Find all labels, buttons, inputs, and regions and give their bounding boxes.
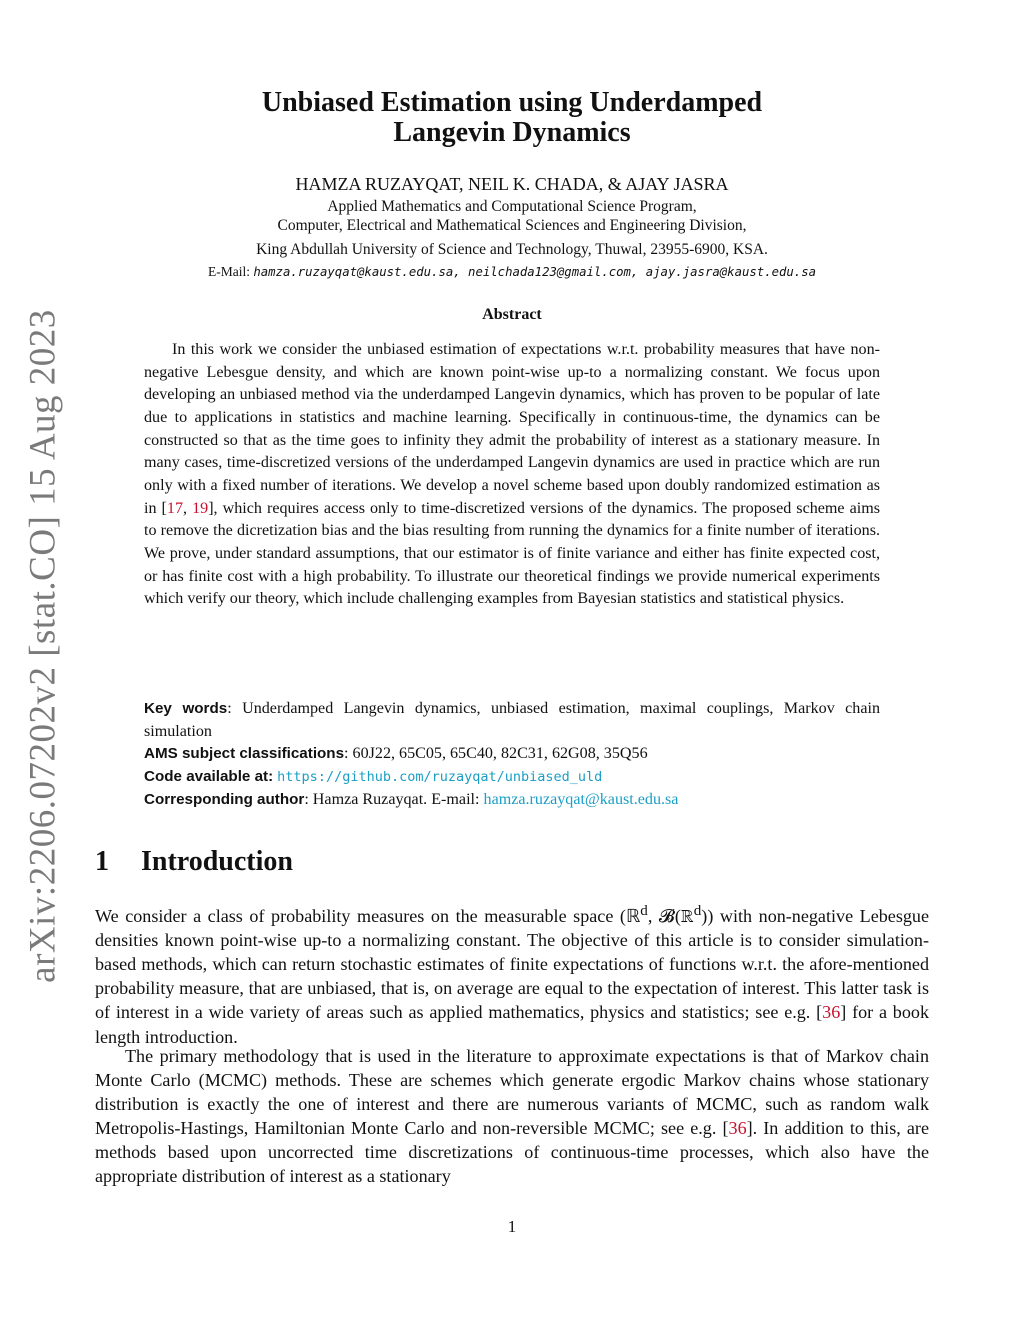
title-line-2: Langevin Dynamics — [393, 117, 631, 148]
code-label: Code available at: — [144, 768, 274, 785]
citation-link[interactable]: 36 — [822, 1002, 841, 1023]
code-url-link[interactable]: https://github.com/ruzayqat/unbiased_uld — [277, 769, 603, 785]
section-heading — [95, 846, 293, 878]
corresponding-author: Corresponding author: Hamza Ruzayqat. E-mail: hamza.ruzayqat@kaust.edu.sa — [144, 791, 679, 808]
keywords: Key words: Underdamped Langevin dynamics, unbiased estimation, maximal couplings, Markov chain simulation — [144, 700, 881, 740]
section-number: 1 — [95, 846, 109, 877]
email-addresses: hamza.ruzayqat@kaust.edu.sa, neilchada123@gmail.com, ajay.jasra@kaust.edu.sa — [253, 265, 817, 279]
abstract-heading: Abstract — [482, 306, 542, 323]
abstract-text: In this work we consider the unbiased estimation of expectations w.r.t. probability measures that have non-negative Lebesgue density, and which are known point-wise up-to a normalizing constant. We focus upon developing an unbiased method via the underdamped Langevin dynamics, which has proven to be popular of late due to applications in statistics and machine learning. Specifically in continuous-time, the dynamics can be constructed so that as the time goes to infinity they admit the probability of interest as a stationary measure. In many cases, time-discretized versions of the underdamped Langevin dynamics are used in practice which are run only with a fixed number of iterations. We develop a novel scheme based upon doubly randomized estimation as in [17, 19], which requires access only to time-discretized versions of the dynamics. The proposed scheme aims to remove the dicretization bias and the bias resulting from running the dynamics for a finite number of iterations. We prove, under standard assumptions, that our estimator is of finite variance and either has finite expected cost, or has finite cost with a high probability. To illustrate our theoretical findings we provide numerical experiments which verify our theory, which include challenging examples from Bayesian statistics and statistical physics. — [144, 341, 880, 608]
arxiv-identifier-stamp: arXiv:2206.07202v2 [stat.CO] 15 Aug 2023 — [22, 309, 64, 983]
ams-label: AMS subject classifications — [144, 745, 345, 762]
affiliation-division: Computer, Electrical and Mathematical Sciences and Engineering Division, — [277, 217, 747, 234]
email-label: E-Mail: — [207, 264, 250, 279]
section-title: Introduction — [141, 846, 293, 877]
code-availability — [144, 766, 880, 789]
corresponding-email-link[interactable]: hamza.ruzayqat@kaust.edu.sa — [483, 791, 679, 808]
intro-paragraph-2: The primary methodology that is used in the literature to approximate expectations is that of Markov chain Monte Carlo (MCMC) methods. These are schemes which generate ergodic Markov chains whose stationary distribution is exactly the one of interest and there are numerous variants of MCMC, such as random walk Metropolis-Hastings, Hamiltonian Monte Carlo and non-reversible MCMC; see e.g. [36]. In addition to this, are methods based upon uncorrected time discretizations of continuous-time processes, which also have the appropriate distribution of interest as a stationary — [95, 1046, 929, 1187]
citation-link[interactable]: 17 — [166, 499, 184, 517]
affiliation-university: King Abdullah University of Science and Technology, Thuwal, 23955-6900, KSA. — [256, 241, 768, 258]
intro-paragraph-1: We consider a class of probability measures on the measurable space (ℝ$^d$, 𝓑(ℝ$^d$)) with non-negative Lebesgue densities known point-wise up-to a normalizing constant. The objective of this article is to consider simulation-based methods, which can return stochastic estimates of finite expectations of functions w.r.t. the afore-mentioned probability measure, that are unbiased, that is, on average are equal to the expectation of interest. This latter task is of interest in a wide variety of areas such as applied mathematics, physics and statistics; see e.g. [36] for a book length introduction. — [95, 903, 929, 1047]
corresponding-label: Corresponding author — [144, 791, 305, 808]
author-list: HAMZA RUZAYQAT, NEIL K. CHADA, & AJAY JASRA — [295, 174, 729, 194]
keywords-label: Key words — [144, 700, 228, 717]
title-line-1: Unbiased Estimation using Underdamped — [261, 87, 763, 118]
paper-title — [150, 88, 874, 148]
citation-link[interactable]: 36 — [728, 1118, 747, 1139]
affiliation-program: Applied Mathematics and Computational Science Program, — [327, 198, 697, 215]
ams-classifications: AMS subject classifications: 60J22, 65C05, 65C40, 82C31, 62G08, 35Q56 — [144, 745, 648, 762]
citation-link[interactable]: 19 — [192, 499, 209, 517]
page-number: 1 — [507, 1217, 517, 1236]
email-line — [144, 264, 880, 280]
